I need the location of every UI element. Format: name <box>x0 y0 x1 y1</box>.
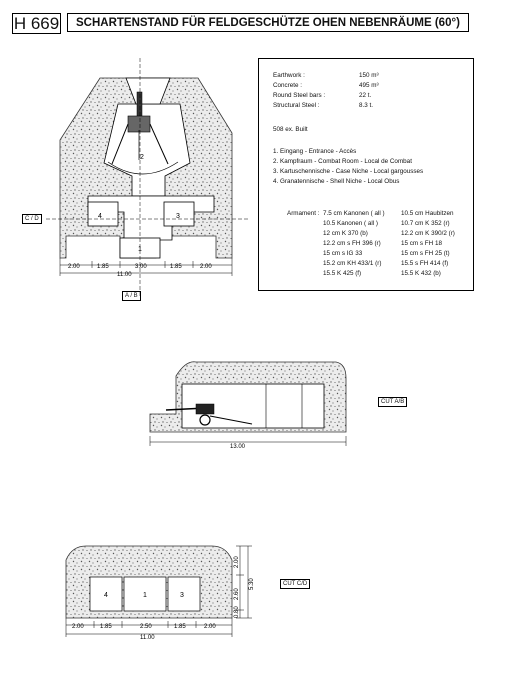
dim-label: 2.00 <box>68 264 80 270</box>
cut-cd-marker: C / D <box>22 214 42 224</box>
legend-item: 2. Kampfraum - Combat Room - Local de Combat <box>273 158 412 165</box>
quantity-value: 495 m³ <box>359 82 379 89</box>
section-cd <box>66 546 255 641</box>
armament-item: 15 cm s FH 25 (t) <box>401 250 450 257</box>
cut-cd-label: CUT C/D <box>280 579 310 589</box>
dim-label: 1.85 <box>100 624 112 630</box>
shell-niche <box>88 202 118 226</box>
quantity-label: Round Steel bars : <box>273 92 326 99</box>
room-label: 4 <box>104 592 108 599</box>
quantity-value: 22 t. <box>359 92 372 99</box>
room-label: 3 <box>180 592 184 599</box>
vdim-label: 0.80 <box>234 606 240 618</box>
dim-label: 1.85 <box>174 624 186 630</box>
armament-item: 15.5 K 432 (b) <box>401 270 441 277</box>
armament-item: 15 cm s IG 33 <box>323 250 363 257</box>
room-label-3: 3 <box>176 213 180 220</box>
armament-item: 10.5 Kanonen ( all ) <box>323 220 378 227</box>
room-label-4: 4 <box>98 213 102 220</box>
armament-label: Armament : <box>287 210 320 217</box>
armament-item: 12.2 cm K 390/2 (r) <box>401 230 455 237</box>
dim-label: 1.85 <box>170 264 182 270</box>
vdim-label: 2.60 <box>234 588 240 600</box>
quantity-label: Earthwork : <box>273 72 305 79</box>
dim-label: 2.00 <box>200 264 212 270</box>
dim-total-label: 11.00 <box>117 272 132 278</box>
dim-total-label: 11.00 <box>140 635 155 641</box>
dim-label: 1.85 <box>97 264 109 270</box>
room-label-2: 2 <box>140 154 144 161</box>
armament-item: 15 cm s FH 18 <box>401 240 442 247</box>
dim-label: 2.50 <box>140 624 152 630</box>
armament-item: 12 cm K 370 (b) <box>323 230 368 237</box>
legend-item: 1. Eingang - Entrance - Accès <box>273 148 357 155</box>
dim-label: 2.00 <box>72 624 84 630</box>
quantity-value: 8.3 t. <box>359 102 374 109</box>
armament-item: 12.2 cm s FH 396 (r) <box>323 240 381 247</box>
legend-item: 4. Granatennische - Shell Niche - Local Obus <box>273 178 400 185</box>
room-label: 1 <box>143 592 147 599</box>
quantity-value: 150 m³ <box>359 72 379 79</box>
section-cd-room-3 <box>168 577 200 611</box>
armament-item: 15.2 cm KH 433/1 (r) <box>323 260 382 267</box>
built-count: 508 ex. Built <box>273 126 308 133</box>
armament-item: 10.7 cm K 352 (r) <box>401 220 450 227</box>
section-ab <box>150 362 346 450</box>
section-ab-total: 13.00 <box>230 444 246 450</box>
legend-item: 3. Kartuschennische - Case Niche - Local gargousses <box>273 168 424 175</box>
drawing-title: SCHARTENSTAND FÜR FELDGESCHÜTZE OHEN NEBENRÄUME (60°) <box>67 13 469 32</box>
quantity-label: Concrete : <box>273 82 303 89</box>
vdim-total-label: 5.30 <box>249 578 255 590</box>
room-label-1: 1 <box>138 246 142 253</box>
armament-item: 15.5 s FH 414 (f) <box>401 260 449 267</box>
cut-ab-label: CUT A/B <box>378 397 407 407</box>
vdim-label: 2.00 <box>234 556 240 568</box>
drawing-code: H 669 <box>13 14 60 33</box>
armament-item: 10.5 cm Haubitzen <box>401 210 454 217</box>
cut-ab-marker: A / B <box>122 291 141 301</box>
dim-label: 3.00 <box>135 264 147 270</box>
armament-item: 7.5 cm Kanonen ( all ) <box>323 210 385 217</box>
dim-label: 2.00 <box>204 624 216 630</box>
armament-item: 15.5 K 425 (f) <box>323 270 362 277</box>
quantity-label: Structural Steel : <box>273 102 320 109</box>
plan-view <box>46 58 248 296</box>
